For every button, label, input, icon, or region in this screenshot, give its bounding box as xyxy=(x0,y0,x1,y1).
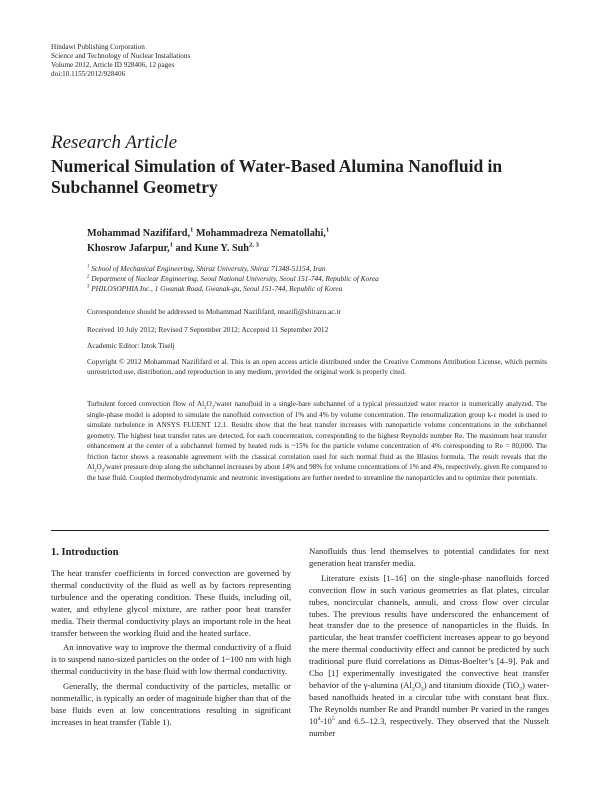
author-name[interactable]: Mohammad Nazififard, xyxy=(87,228,190,239)
paragraph-text: and 6.5–12.3, respectively. They observed that the Nusselt number xyxy=(309,715,549,738)
journal-name: Science and Technology of Nuclear Installations xyxy=(51,52,191,60)
subscript: 2 xyxy=(204,405,207,411)
author-line-1 xyxy=(87,227,547,242)
abstract xyxy=(87,399,547,483)
affiliation-number: 2 xyxy=(87,274,90,280)
section-divider xyxy=(51,530,549,531)
affiliation-text: Department of Nuclear Engineering, Seoul National University, Seoul 151-744, Republic of Korea xyxy=(91,274,379,283)
paragraph-text: O xyxy=(414,679,421,690)
affiliation-marker: 2, 3 xyxy=(248,241,259,249)
abstract-text: /water nanofluid in a single-bare subchannel of a typical pressurized water reactor is numerically analyzed. The single-phase model is adopted to simulate the nanofluid convection of 1% and 4% by volume concentration. The renormalization group k-ε model is used to simulate turbulence in ANSYS FLUENT 12.1. Results show that the heat transfer increases with nanoparticle volume concentrations in the subchannel geometry. The highest heat transfer rates are detected, for each concentration, corresponding to the highest Reynolds number Re. The maximum heat transfer enhancement at the center of a subchannel formed by heated rods is ~15% for the particle volume concentration of 4% corresponding to Re = 80,000. The friction factor shows a reasonable agreement with the classical correlation used for such normal fluid as the Blasius formula. The result reveals that the Al xyxy=(87,400,547,471)
paper-title: Numerical Simulation of Water-Based Alumina Nanofluid in Subchannel Geometry xyxy=(51,156,503,197)
subscript: 2 xyxy=(519,686,522,693)
paragraph-text: -10 xyxy=(320,715,332,726)
abstract-text: O xyxy=(96,463,102,471)
affiliation-text: PHILOSOPHIA Inc., 1 Gwanak Road, Gwanak-gu, Seoul 151-744, Republic of Korea xyxy=(91,284,343,293)
body-paragraph: An innovative way to improve the thermal conductivity of a fluid is to suspend nano-sized particles on the order of 1~100 nm with high thermal conductivity in the base fluid with low thermal conductivity. xyxy=(51,642,291,677)
affiliation-marker: 1 xyxy=(190,226,194,234)
body-paragraph xyxy=(309,573,549,740)
author-line-2 xyxy=(87,242,547,257)
author-name[interactable]: and Kune Y. Suh xyxy=(172,242,249,254)
author-name[interactable]: Mohammadreza Nematollahi, xyxy=(193,228,326,239)
affiliation-item xyxy=(87,284,547,294)
affiliation-number: 3 xyxy=(87,284,90,290)
abstract-text: Turbulent forced convection flow of Al xyxy=(87,400,205,408)
affiliation-marker: 1 xyxy=(169,241,173,249)
paragraph-text: ) and titanium dioxide (TiO xyxy=(423,679,520,690)
body-paragraph: The heat transfer coefficients in forced convection are governed by thermal conductivity of the fluid as well as by factors representing turbulence and the operating condition. These fluids, including oil, water, and ethylene glycol mixture, are rather poor heat transfer media. Their thermal conductivity plays an important role in the heat transfer between the working fluid and the heated surface. xyxy=(51,568,291,638)
publisher: Hindawi Publishing Corporation xyxy=(51,43,145,51)
author-name[interactable]: Khosrow Jafarpur, xyxy=(87,242,170,254)
volume-info: Volume 2012, Article ID 928406, 12 pages xyxy=(51,61,175,69)
subscript: 3 xyxy=(420,686,424,693)
received-dates: Received 10 July 2012; Revised 7 September 2012; Accepted 11 September 2012 xyxy=(87,325,329,334)
abstract-text: /water pressure drop along the subchannel increases by about 14% and 98% for volume concentrations of 1% and 4%, respectively, given Re compared to the base fluid. Coupled thermohydrodynamic and neutronic investigations are further needed to streamline the nanoparticles and to optimize their potentials. xyxy=(87,463,547,482)
abstract-text: O xyxy=(206,400,212,408)
correspondence: Correspondence should be addressed to Mohammad Nazififard, nnazifi@shirazu.ac.ir xyxy=(87,307,341,316)
subscript: 2 xyxy=(411,686,415,693)
subscript: 2 xyxy=(94,468,97,474)
copyright-notice: Copyright © 2012 Mohammad Nazififard et al. This is an open access article distributed under the Creative Commons Attribution License, which permits unrestricted use, distribution, and reproduction in any medium, provided the original work is properly cited. xyxy=(87,357,547,376)
paragraph-text: ) water-based nanofluids heated in a circular tube with constant heat flux. The Reynolds number Re and Prandtl number Pr varied in the ranges 10 xyxy=(309,679,549,726)
academic-editor: Academic Editor: Iztok Tiselj xyxy=(87,341,175,350)
superscript: 4 xyxy=(317,715,321,722)
article-type: Research Article xyxy=(51,132,178,153)
superscript: 5 xyxy=(331,715,335,722)
section-heading: 1. Introduction xyxy=(51,547,119,558)
body-column-left xyxy=(51,546,291,729)
publication-info xyxy=(51,43,190,79)
body-paragraph: Nanofluids thus lend themselves to potential candidates for next generation heat transfer media. xyxy=(309,546,549,568)
affiliation-marker: 1 xyxy=(325,226,330,234)
affiliation-number: 1 xyxy=(87,264,90,270)
body-paragraph: Generally, the thermal conductivity of the particles, metallic or nonmetallic, is typically an order of magnitude higher than that of the base fluids even at low concentrations resulting in significant increases in heat transfer (Table 1). xyxy=(51,681,291,727)
affiliation-item xyxy=(87,274,547,284)
doi[interactable]: doi:10.1155/2012/928406 xyxy=(51,70,126,78)
author-list xyxy=(87,227,547,256)
affiliation-text: School of Mechanical Engineering, Shiraz University, Shiraz 71348-51154, Iran xyxy=(91,264,326,273)
subscript: 3 xyxy=(211,405,214,411)
affiliation-item xyxy=(87,264,547,274)
subscript: 3 xyxy=(101,468,105,474)
paragraph-text: Literature exists [1–16] on the single-phase nanofluids forced convection flow in such various geometries as flat plates, circular tubes, noncircular channels, annuli, and cross flow over circular tubes. The previous results have underscored the enhancement of heat transfer due to the presence of nanoparticles in the fluids. In particular, the heat transfer coefficient increases appear to go beyond the mere thermal conductivity effect and cannot be predicted by such traditional pure fluid correlations as Dittus-Boelter’s [4–9]. Pak and Cho [1] experimentally investigated the convective heat transfer behavior of the γ-alumina (Al xyxy=(309,572,549,690)
body-column-right xyxy=(309,546,549,740)
affiliations xyxy=(87,264,547,294)
